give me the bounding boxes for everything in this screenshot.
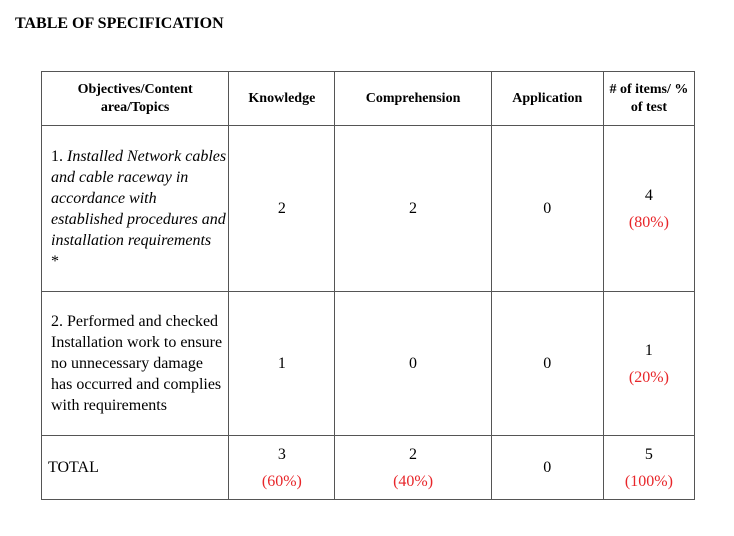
- total-comprehension-cell: [335, 436, 491, 500]
- knowledge-cell: 1: [229, 292, 335, 436]
- topic-text: 2. Performed and checked Installation work to ensure no unnecessary damage has occurred and complies with requirements: [51, 313, 223, 414]
- total-comprehension-percent: (40%): [393, 472, 434, 490]
- total-items-cell: [603, 436, 694, 500]
- table-header-row: [42, 72, 695, 126]
- total-row: [42, 436, 695, 500]
- topic-text: Installed Network cables and cable raceway in accordance with established procedures and installation requirements: [51, 147, 227, 249]
- application-cell: 0: [491, 126, 603, 292]
- header-application: Application: [491, 72, 603, 126]
- comprehension-cell: 2: [335, 126, 491, 292]
- table-row: [42, 292, 695, 436]
- total-label: TOTAL: [42, 436, 229, 500]
- page-title: TABLE OF SPECIFICATION: [15, 15, 224, 32]
- total-knowledge: 3: [277, 445, 286, 463]
- items-cell: [603, 292, 694, 436]
- header-objectives: Objectives/Content area/Topics: [42, 72, 229, 126]
- total-knowledge-cell: [229, 436, 335, 500]
- topic-number: 1.: [51, 147, 63, 165]
- items-percent: (20%): [628, 368, 669, 386]
- topic-cell: [42, 126, 229, 292]
- total-comprehension: 2: [409, 445, 418, 463]
- total-knowledge-percent: (60%): [261, 472, 302, 490]
- items-count: 4: [644, 186, 653, 204]
- specification-table: [41, 71, 695, 500]
- topic-cell: [42, 292, 229, 436]
- comprehension-cell: 0: [335, 292, 491, 436]
- items-percent: (80%): [628, 213, 669, 231]
- application-cell: 0: [491, 292, 603, 436]
- knowledge-cell: 2: [229, 126, 335, 292]
- items-cell: [603, 126, 694, 292]
- header-knowledge: Knowledge: [229, 72, 335, 126]
- table-row: [42, 126, 695, 292]
- total-application-cell: 0: [491, 436, 603, 500]
- total-items-percent: (100%): [624, 472, 673, 490]
- header-items-percent: # of items/ % of test: [603, 72, 694, 126]
- header-comprehension: Comprehension: [335, 72, 491, 126]
- topic-asterisk: *: [51, 252, 59, 270]
- items-count: 1: [644, 341, 653, 359]
- total-items: 5: [644, 445, 653, 463]
